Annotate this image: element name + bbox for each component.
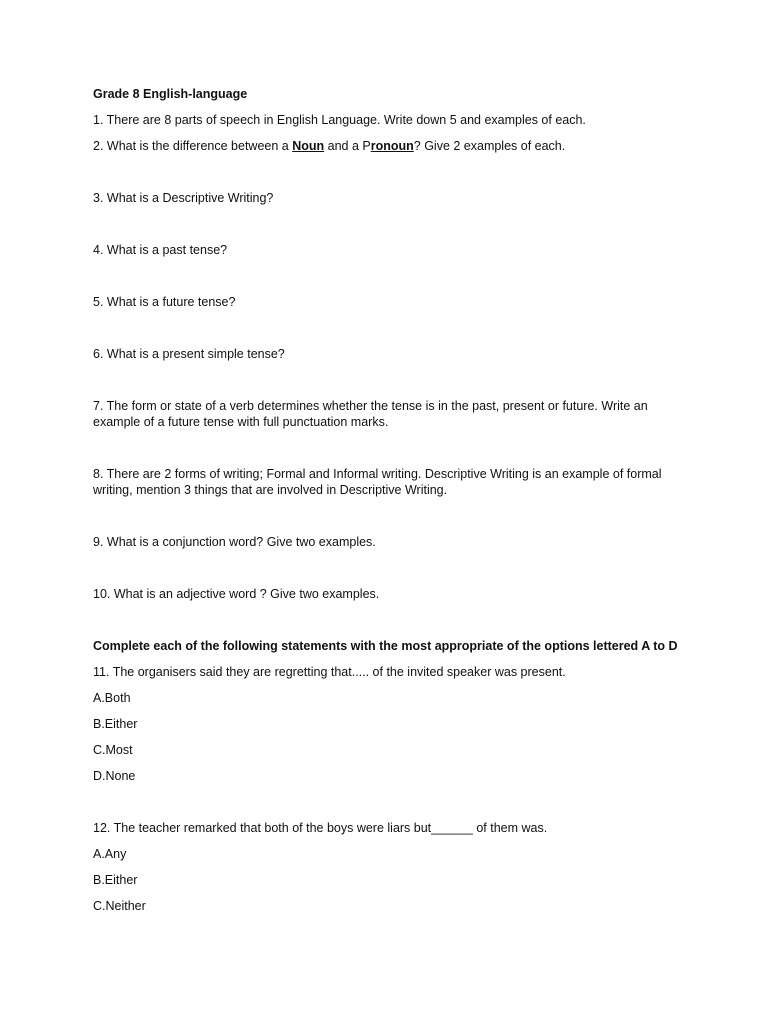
question-12-option-c: C.Neither (93, 899, 146, 913)
question-3: 3. What is a Descriptive Writing? (93, 191, 274, 205)
question-2 (93, 138, 683, 154)
document-page (93, 86, 683, 914)
question-6: 6. What is a present simple tense? (93, 347, 285, 361)
question-8: 8. There are 2 forms of writing; Formal and Informal writing. Descriptive Writing is an example of formal writing, mention 3 things that are involved in Descriptive Writing. (93, 467, 662, 497)
question-9: 9. What is a conjunction word? Give two examples. (93, 535, 376, 549)
question-12-option-b: B.Either (93, 873, 138, 887)
question-12: 12. The teacher remarked that both of the boys were liars but______ of them was. (93, 821, 548, 835)
question-12-option-a: A.Any (93, 847, 127, 861)
question-11-option-b: B.Either (93, 717, 138, 731)
section-heading: Complete each of the following statements with the most appropriate of the options lettered A to D (93, 639, 678, 653)
question-5: 5. What is a future tense? (93, 295, 236, 309)
document-title: Grade 8 English-language (93, 87, 248, 101)
question-4: 4. What is a past tense? (93, 243, 228, 257)
question-11: 11. The organisers said they are regretting that..... of the invited speaker was present. (93, 665, 566, 679)
question-2-mid: and a P (324, 139, 371, 153)
question-2-post: ? Give 2 examples of each. (413, 139, 566, 153)
pronoun-term: ronoun (370, 139, 414, 153)
question-2-pre: 2. What is the difference between a (93, 139, 293, 153)
question-11-option-c: C.Most (93, 743, 133, 757)
question-1: 1. There are 8 parts of speech in English Language. Write down 5 and examples of each. (93, 113, 586, 127)
question-7: 7. The form or state of a verb determines whether the tense is in the past, present or future. Write an example of a future tense with full punctuation marks. (93, 399, 648, 429)
noun-term: Noun (292, 139, 325, 153)
question-10: 10. What is an adjective word ? Give two examples. (93, 587, 380, 601)
question-11-option-a: A.Both (93, 691, 131, 705)
question-11-option-d: D.None (93, 769, 136, 783)
